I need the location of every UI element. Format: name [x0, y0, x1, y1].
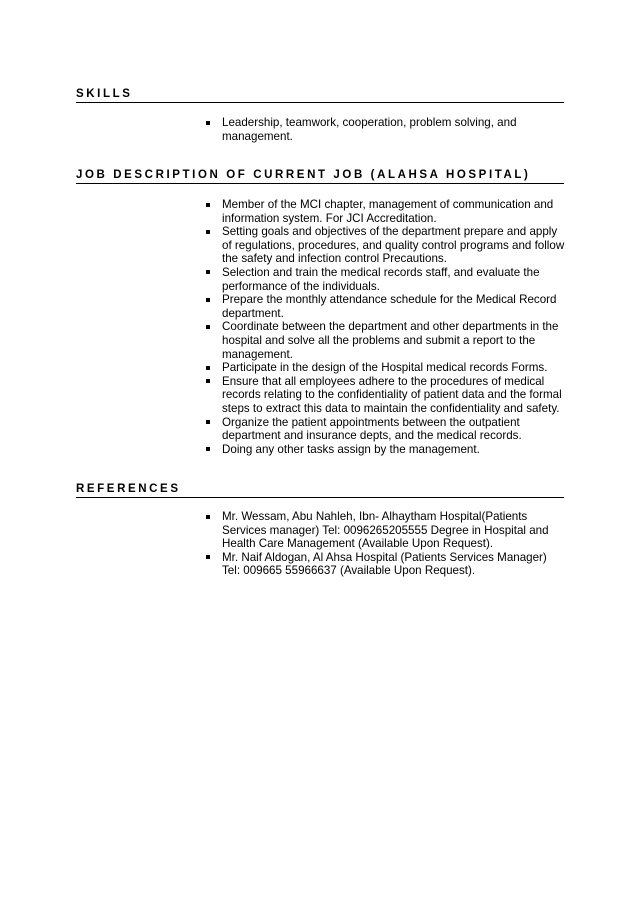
bullet-icon [206, 298, 210, 302]
list-item [205, 225, 565, 266]
list-item-text: Selection and train the medical records staff, and evaluate the performance of the individuals. [222, 265, 540, 293]
list-item [205, 116, 565, 143]
list-item-text: Mr. Wessam, Abu Nahleh, Ibn- Alhaytham Hospital(Patients Services manager) Tel: 0096265205555 Degree in Hospital and Health Care Management (Available Upon Request). [222, 510, 549, 551]
list-item-text: Coordinate between the department and other departments in the hospital and solve all the problems and submit a report to the management. [222, 320, 559, 361]
list-item [205, 266, 565, 293]
skills-list [205, 116, 565, 143]
list-item-text: Leadership, teamwork, cooperation, problem solving, and management. [222, 116, 517, 143]
list-item-text: Prepare the monthly attendance schedule for the Medical Record department. [222, 293, 557, 320]
list-item-text: Doing any other tasks assign by the management. [222, 442, 480, 456]
references-heading: REFERENCES [76, 482, 564, 498]
list-item-text: Ensure that all employees adhere to the procedures of medical records relating to the confidentiality of patient data and the formal steps to extract this data to maintain the confidentiality and safety. [222, 374, 562, 415]
bullet-icon [206, 270, 210, 274]
list-item-text: Organize the patient appointments between the outpatient department and insurance depts, and the medical records. [222, 415, 522, 443]
bullet-icon [206, 379, 210, 383]
bullet-icon [206, 420, 210, 424]
bullet-icon [206, 515, 210, 519]
list-item [205, 551, 565, 578]
job-description-list [205, 198, 565, 456]
job-description-heading: JOB DESCRIPTION OF CURRENT JOB (ALAHSA HOSPITAL) [76, 168, 564, 184]
list-item-text: Participate in the design of the Hospital medical records Forms. [222, 361, 548, 375]
bullet-icon [206, 366, 210, 370]
list-item [205, 416, 565, 443]
bullet-icon [206, 325, 210, 329]
bullet-icon [206, 121, 210, 125]
bullet-icon [206, 203, 210, 207]
bullet-icon [206, 230, 210, 234]
list-item [205, 443, 565, 457]
references-list [205, 510, 565, 578]
list-item [205, 361, 565, 375]
list-item-text: Mr. Naif Aldogan, Al Ahsa Hospital (Patients Services Manager) Tel: 009665 55966637 (Available Upon Request). [222, 550, 547, 578]
bullet-icon [206, 555, 210, 559]
list-item [205, 375, 565, 416]
list-item [205, 198, 565, 225]
list-item-text: Setting goals and objectives of the department prepare and apply of regulations, procedures, and quality control programs and follow the safety and infection control Precautions. [222, 225, 565, 266]
list-item-text: Member of the MCI chapter, management of communication and information system. For JCI Accreditation. [222, 198, 554, 225]
list-item [205, 293, 565, 320]
skills-heading: SKILLS [76, 87, 564, 103]
bullet-icon [206, 447, 210, 451]
list-item [205, 510, 565, 551]
list-item [205, 320, 565, 361]
